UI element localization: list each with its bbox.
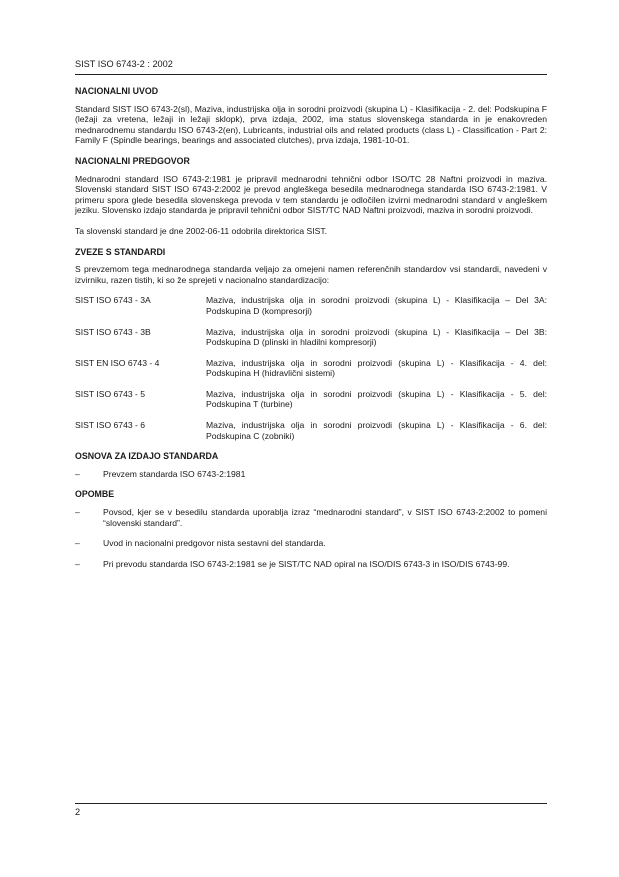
document-body <box>75 86 547 579</box>
list-item <box>75 538 547 549</box>
section-title-opombe: OPOMBE <box>75 489 115 500</box>
predgovor-paragraph-1: Mednarodni standard ISO 6743-2:1981 je pripravil mednarodni tehnični odbor ISO/TC 28 Naftni proizvodi in maziva. Slovenski standard SIST ISO 6743-2:2002 je prevod angleškega besedila mednarodnega standarda ISO 6743-2:1981. V primeru spora glede besedila slovenskega prevoda v tem standardu je odločilen izvirni mednarodni standard v angleškem jeziku. Slovensko izdajo standarda je pripravil tehnični odbor SIST/TC NAD Naftni proizvodi, maziva in sorodni proizvodi. <box>75 173 547 216</box>
list-item-text: Povsod, kjer se v besedilu standarda uporablja izraz “mednarodni standard”, v SIST ISO 6743-2:2002 to pomeni “slovenski standard”. <box>103 507 547 528</box>
standard-code: SIST ISO 6743 - 6 <box>75 420 146 431</box>
header-rule <box>75 74 547 75</box>
dash-bullet: – <box>75 507 80 518</box>
standard-code: SIST ISO 6743 - 3A <box>75 295 151 306</box>
standard-code: SIST ISO 6743 - 3B <box>75 326 151 337</box>
standard-description: Maziva, industrijska olja in sorodni proizvodi (skupina L) - Klasifikacija – Del 3B: Podskupina D (plinski in hladilni kompresorji) <box>206 326 547 348</box>
standard-description: Maziva, industrijska olja in sorodni proizvodi (skupina L) - Klasifikacija - 5. del: Podskupina T (turbine) <box>206 388 547 410</box>
list-item-text: Prevzem standarda ISO 6743-2:1981 <box>103 468 246 479</box>
standard-row <box>75 389 547 410</box>
list-item <box>75 507 547 528</box>
section-title-predgovor: NACIONALNI PREDGOVOR <box>75 155 190 166</box>
standard-code: SIST EN ISO 6743 - 4 <box>75 357 160 368</box>
document-header-id: SIST ISO 6743-2 : 2002 <box>75 59 173 69</box>
zveze-paragraph: S prevzemom tega mednarodnega standarda veljajo za omejeni namen referenčnih standardov vsi standardi, navedeni v izvirniku, razen tistih, ki so že sprejeti v nacionalno standardizacijo: <box>75 264 547 285</box>
list-item-text: Uvod in nacionalni predgovor nista sestavni del standarda. <box>103 538 326 549</box>
predgovor-paragraph-2: Ta slovenski standard je dne 2002-06-11 odobrila direktorica SIST. <box>75 225 328 236</box>
dash-bullet: – <box>75 558 80 569</box>
standard-row <box>75 327 547 348</box>
section-title-uvod: NACIONALNI UVOD <box>75 86 159 96</box>
standard-description: Maziva, industrijska olja in sorodni proizvodi (skupina L) - Klasifikacija – Del 3A: Podskupina D (kompresorji) <box>206 295 547 316</box>
standard-description: Maziva, industrijska olja in sorodni proizvodi (skupina L) - Klasifikacija - 6. del: Podskupina C (zobniki) <box>206 420 547 441</box>
standard-row <box>75 295 547 316</box>
section-title-osnova: OSNOVA ZA IZDAJO STANDARDA <box>75 451 219 462</box>
uvod-paragraph: Standard SIST ISO 6743-2(sl), Maziva, industrijska olja in sorodni proizvodi (skupina L) - Klasifikacija - 2. del: Podskupina F (ležaji za vretena, ležaji in ležaji sklopk), prva izdaja, 2002, ima status slovenskega standarda in je enakovreden mednarodnemu standardu ISO 6743-2(en), Lubricants, industrial oils and related products (class L) - Classification - Part 2: Family F (Spindle bearings, bearings and associated clutches), prva izdaja, 1981-10-01. <box>75 103 547 146</box>
standard-code: SIST ISO 6743 - 5 <box>75 388 146 399</box>
footer-rule <box>75 803 547 804</box>
list-item <box>75 469 547 480</box>
section-title-zveze: ZVEZE S STANDARDI <box>75 246 166 257</box>
list-item-text: Pri prevodu standarda ISO 6743-2:1981 se je SIST/TC NAD opiral na ISO/DIS 6743-3 in ISO/DIS 6743-99. <box>103 558 510 569</box>
standard-row <box>75 358 547 379</box>
dash-bullet: – <box>75 538 80 549</box>
list-item <box>75 559 547 570</box>
standard-row <box>75 420 547 441</box>
dash-bullet: – <box>75 468 80 479</box>
standard-description: Maziva, industrijska olja in sorodni proizvodi (skupina L) - Klasifikacija - 4. del: Podskupina H (hidravlični sistemi) <box>206 357 547 379</box>
page-number: 2 <box>75 807 81 817</box>
